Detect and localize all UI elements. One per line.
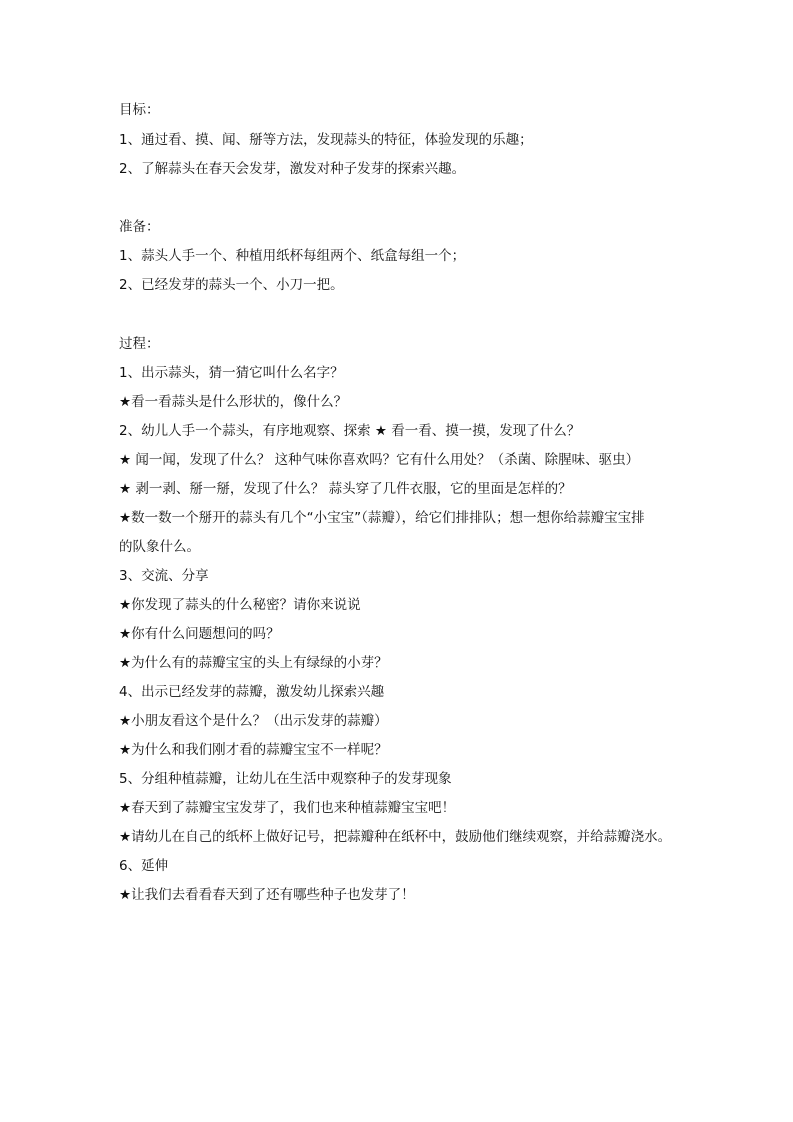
process-line-16: ★春天到了蒜瓣宝宝发芽了，我们也来种植蒜瓣宝宝吧！: [119, 800, 456, 816]
process-line-3: 2、幼儿人手一个蒜头，有序地观察、探索 ★ 看一看、摸一摸，发现了什么？: [119, 423, 581, 439]
process-line-8: 3、交流、分享: [119, 568, 209, 584]
process-line-17: ★请幼儿在自己的纸杯上做好记号，把蒜瓣种在纸杯中，鼓励他们继续观察，并给蒜瓣浇水。: [119, 829, 672, 845]
process-line-7: 的队象什么。: [119, 539, 200, 555]
preparation-heading: 准备：: [119, 219, 160, 235]
process-line-2: ★看一看蒜头是什么形状的，像什么？: [119, 394, 348, 410]
goal-item-1: 1、通过看、摸、闻、掰等方法，发现蒜头的特征，体验发现的乐趣；: [119, 132, 533, 148]
process-line-5: ★ 剥一剥、掰一掰，发现了什么？ 蒜头穿了几件衣服，它的里面是怎样的？: [119, 481, 572, 497]
process-line-6: ★数一数一个掰开的蒜头有几个“小宝宝”（蒜瓣），给它们排排队；想一想你给蒜瓣宝宝排: [119, 510, 645, 526]
process-line-15: 5、分组种植蒜瓣，让幼儿在生活中观察种子的发芽现象: [119, 771, 452, 787]
process-line-12: 4、出示已经发芽的蒜瓣，激发幼儿探索兴趣: [119, 684, 385, 700]
process-heading: 过程：: [119, 336, 160, 352]
goals-heading: 目标：: [119, 102, 160, 118]
process-line-18: 6、延伸: [119, 858, 169, 874]
process-line-1: 1、出示蒜头，猜一猜它叫什么名字？: [119, 365, 344, 381]
process-line-10: ★你有什么问题想问的吗？: [119, 626, 280, 642]
process-line-4: ★ 闻一闻，发现了什么？ 这种气味你喜欢吗？它有什么用处？（杀菌、除腥味、驱虫）: [119, 452, 640, 468]
process-line-13: ★小朋友看这个是什么？（出示发芽的蒜瓣）: [119, 713, 388, 729]
preparation-item-2: 2、已经发芽的蒜头一个、小刀一把。: [119, 277, 344, 293]
process-line-11: ★为什么有的蒜瓣宝宝的头上有绿绿的小芽？: [119, 655, 388, 671]
process-line-9: ★你发现了蒜头的什么秘密？请你来说说: [119, 597, 361, 613]
process-line-19: ★让我们去看看春天到了还有哪些种子也发芽了！: [119, 887, 415, 903]
goal-item-2: 2、了解蒜头在春天会发芽，激发对种子发芽的探索兴趣。: [119, 161, 466, 177]
process-line-14: ★为什么和我们刚才看的蒜瓣宝宝不一样呢？: [119, 742, 388, 758]
preparation-item-1: 1、蒜头人手一个、种植用纸杯每组两个、纸盒每组一个；: [119, 248, 466, 264]
